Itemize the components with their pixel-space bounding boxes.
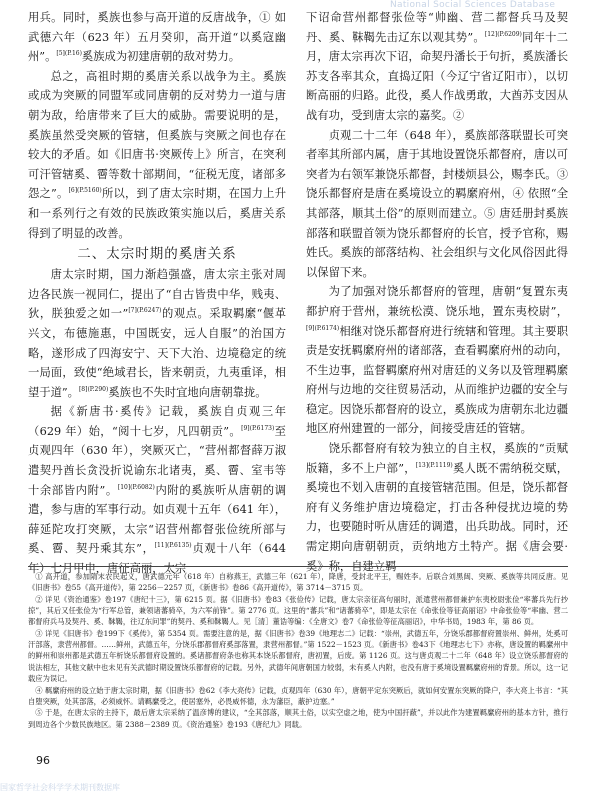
- paragraph: 用兵。同时，奚族也参与高开道的反唐战争，① 如武德六年（623 年）五月癸卯，高开道“以奚寇幽州”。$^{[5](P.16)}$奚族成为初建唐朝的敌对势力。: [28, 11, 286, 64]
- footnote: ① 高开道，参加隋末农民起义，唐武德元年（618 年）自称燕王，武德三年（621 年），降唐，受封北平王，赐姓李。后联合刘黑闼、突厥、奚族等共同反唐。见《旧唐书》卷55《高开道传》，第 2256－2257 页，《新唐书》卷86《高开道传》，第 3714－3715 页。: [28, 572, 568, 593]
- footnote: ⑤ 于是，在唐太宗的主持下，最后唐太宗采纳了温彦博的建议，“全其部落，顺其土俗，以实空虚之地，使为中国扞蔽”，并以此作为建置羁縻府州的基本方针，推行到周边各个少数民族地区。第 2388－2389 页。《资治通鉴》卷193《唐纪九》同载。: [28, 708, 568, 729]
- footnote: ④ 羁縻府州的设立始于唐太宗时期，据《旧唐书》卷62《李大亮传》记载，贞观四年（630 年），唐朝平定东突厥后，就如何安置东突厥的降户，李大亮上书言：“其自堕突厥，处其部落，必须威怀。请羁縻受之，使居塞外，必畏威怀德，永为藩臣，蔽护边塞。”: [28, 685, 568, 706]
- right-column: [306, 8, 568, 576]
- citation: [8](P.290): [78, 385, 109, 393]
- footnote: ② 详见《资治通鉴》卷197《唐纪十三》，第 6215 页。据《旧唐书》卷83《张俭传》记载，唐太宗亲征高句丽时，派遣营州都督兼护东夷校尉张俭“率蕃兵先行抄掠”，其后又任张俭为“行军总管，兼领诸蕃骑卒，为六军前锋”。第 2776 页。这里的“蕃兵”和“诸蕃骑卒”，即是太宗在《命张俭等征高丽诏》中命张俭等“率幽、营二都督府兵马及契丹、奚、靺鞨，往辽东问罪”的契丹、奚和靺鞨人。见［清］董诰等编：《全唐文》卷7《命张俭等征高丽诏》，中华书局，1983 年，第 86 页。: [28, 594, 568, 627]
- paragraph: 总之，高祖时期的奚唐关系以战争为主。奚族或成为突厥的同盟军或同唐朝的反对势力一道与唐朝为敌，给唐带来了巨大的威胁。需要说明的是，奚族虽然受突厥的管辖，但奚族与突厥之间也存在较大的矛盾。如《旧唐书·突厥传上》所言，在突利可汗管辖奚、霫等数十部期间，“征税无度，诸部多怨之”。$^{[6](P.5160)}$所以，到了唐太宗时期，在国力上升和一系列行之有效的民族政策实施以后，奚唐关系得到了明显的改善。: [28, 69, 286, 240]
- paragraph: 为了加强对饶乐都督府的管理，唐朝“复置东夷都护府于营州，兼统松漠、饶乐地，置东夷校尉”，$^{[9](P.6174)}$相继对饶乐都督府进行统辖和管理。其主要职责是安抚羁縻府州的诸部落，查看羁縻府州的动向，不生边事，监督羁縻府州对唐廷的义务以及管理羁縻府州与边地的交往贸易活动，从而维护边疆的安全与稳定。因饶乐都督府的设立，奚族成为唐朝东北边疆地区府州建置的一部分，间接受唐廷的管辖。: [306, 285, 568, 436]
- footnote-divider: [28, 566, 568, 567]
- citation: [5](P.16): [56, 50, 82, 58]
- citation: [10](P.6082): [117, 483, 155, 491]
- citation: [12](P.6209): [484, 30, 522, 38]
- citation: [7](P.6247): [128, 307, 162, 315]
- citation: [13](P.1119): [415, 461, 453, 469]
- citation: [9](P.6174): [306, 324, 340, 332]
- left-column: [28, 8, 286, 579]
- section-heading: 二、太宗时期的奚唐关系: [77, 246, 237, 263]
- paragraph: 下诏命营州都督张俭等“帅幽、营二都督兵马及契丹、奚、靺鞨先击辽东以观其势”。$^{[12](P.6209)}$同年十二月，唐太宗再次下诏，命契丹潘长于句折，奚族潘长苏支各率其众，直捣辽阳（今辽宁省辽阳市），以切断高丽的归路。此役，奚人作战勇敢，大酋苏支因从战有功，受到唐太宗的嘉奖。②: [306, 11, 568, 122]
- watermark-top: National Social Sciences Database: [390, 0, 556, 10]
- watermark-bottom: 国家哲学社会科学学术期刊数据库: [0, 783, 120, 792]
- paragraph: 贞观二十二年（648 年），奚族部落联盟长可突者率其所部内属，唐于其地设置饶乐都督府，唐以可突者为右领军兼饶乐都督，封楼烦县公，赐李氏。③ 饶乐都督府是唐在奚境设立的羁縻府州，④ 依照“全其部落，顺其土俗”的原则而建立。⑤ 唐廷册封奚族部落和联盟首领为饶乐都督府的长官，授予官称，赐姓氏。奚族的部落结构、社会组织与文化风俗因此得以保留下来。: [306, 128, 568, 279]
- citation: [11](P.6135): [154, 542, 192, 550]
- citation: [9](P.6173): [241, 425, 275, 433]
- paragraph: 饶乐都督府有较为独立的自主权，奚族的“贡赋版籍，多不上户部”，$^{[13](P.1119)}$奚人既不需纳税交赋，奚境也不划入唐朝的直接管辖范围。但是，饶乐都督府有义务维护唐边境稳定，打击各种侵扰边境的势力，也要随时听从唐廷的调遣，出兵助战。同时，还需定期向唐朝朝贡，贡纳地方土特产。据《唐会要·奚》称，自建立羁: [306, 442, 568, 573]
- citation: [6](P.5160): [68, 187, 102, 195]
- paragraph: 据《新唐书·奚传》记载，奚族自贞观三年（629 年）始，“阅十七岁，凡四朝贡”。$^{[9](P.6173)}$至贞观四年（630 年），突厥灭亡，“营州都督薛万淑遣契丹酋长贪没折说谕东北诸夷，奚、霫、室韦等十余部皆内附”。$^{[10](P.6082)}$内附的奚族听从唐朝的调遣，参与唐的军事行动。如贞观十五年（641 年），薛延陀攻打突厥，太宗“诏营州都督张俭统所部与奚、霫、契丹乘其东”，$^{[11](P.6135)}$贞观十八年（644 年）七月甲申，唐征高丽，太宗: [28, 405, 286, 576]
- page-number: 96: [36, 754, 50, 767]
- paragraph: 唐太宗时期，国力渐趋强盛，唐太宗主张对周边各民族一视同仁，提出了“自古皆贵中华，贱夷、狄，朕独爱之如一”$^{[7](P.6247)}$的观点。采取羁縻“偃革兴文，布德施惠，中国既安，远人自服”的治国方略，遂形成了四海安宁、天下大治、边境稳定的统一局面，致使“绝域君长，皆来朝贡，九夷重译，相望于道”。$^{[8](P.290)}$奚族也不失时宜地向唐朝靠拢。: [28, 268, 286, 399]
- footnote: ③ 详见《旧唐书》卷199下《奚传》，第 5354 页。需要注意的是，据《旧唐书》卷39《地理志二》记载：“崇州，武德五年，分饶乐郡都督府置崇州、鲜州，处奚可汗部落，隶营州都督。……鲜州，武德五年，分饶乐郡都督府奚部落置，隶营州都督。”第 1522－1523 页。《新唐书》卷43下《地理志七下》亦称，唐设置的羁縻州中的鲜州和崇州都是武德五年析饶乐都督府设置的。奚诸都督府条也称其本饶乐都督府，唐初置，后废。第 1126 页。这与唐贞观二十二年（648 年）设立饶乐都督府的说法相左，其他文献中也未见有关武德时期设置饶乐都督府的记载。另外，武德年间唐朝国力较弱，未有奚人内附，也没有唐于奚境设置羁縻府州的背景。所以，这一记载应为误记。: [28, 629, 568, 683]
- footnotes: [28, 571, 568, 730]
